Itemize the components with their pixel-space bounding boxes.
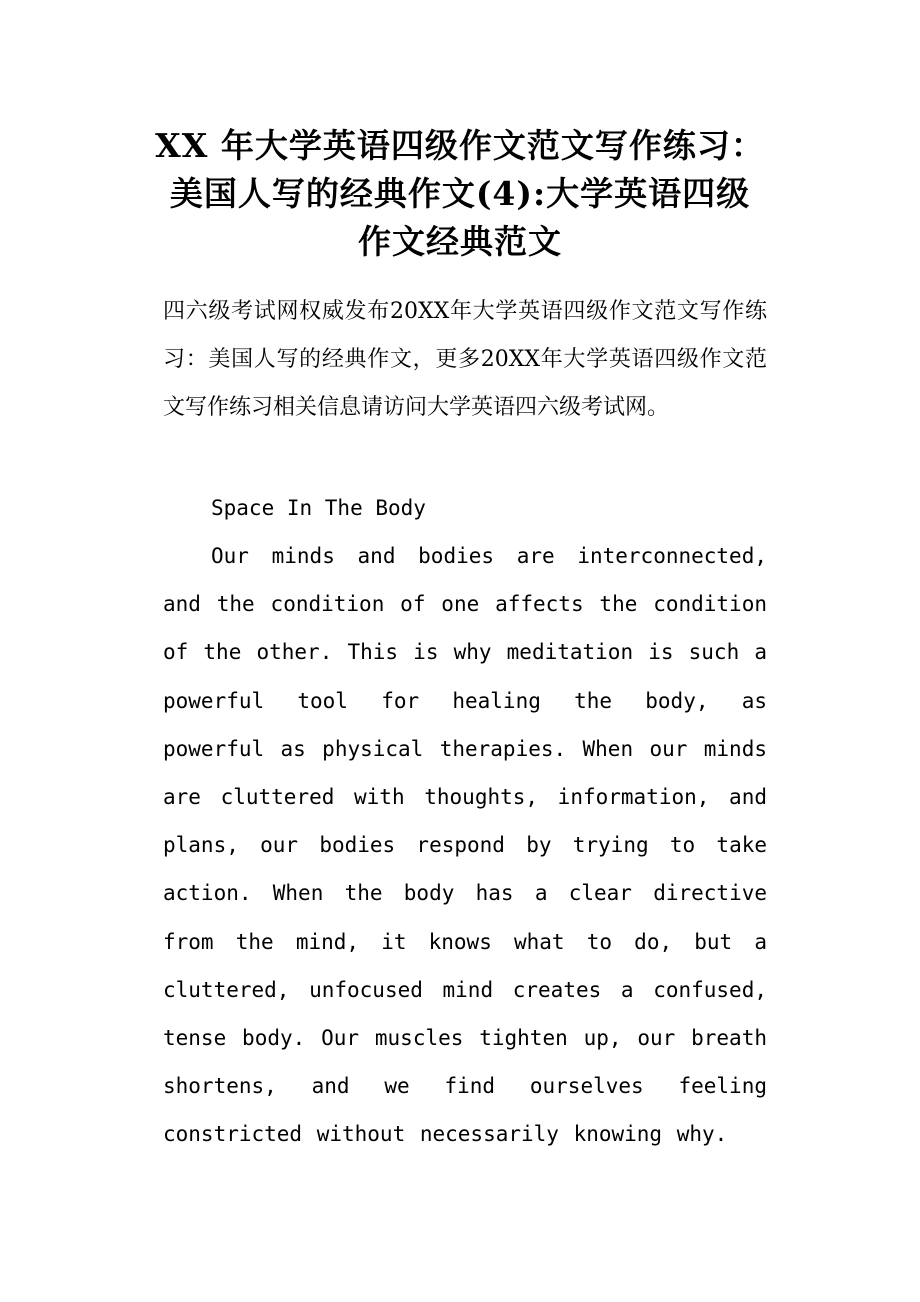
essay-title: Space In The Body bbox=[211, 496, 426, 520]
essay-body: Our minds and bodies are interconnected, and the condition of one affects the condition of the other. This is why meditation is such a powerful tool for healing the body, as powerful as physical therapies. When our minds are cluttered with thoughts, information, and plans, our bodies respond by trying to take action. When the body has a clear directive from the mind, it knows what to do, but a cluttered, unfocused mind creates a confused, tense body. Our muscles tighten up, our breath shortens, and we find ourselves feeling constricted without necessarily knowing why. bbox=[163, 544, 767, 1147]
title-line-3: 作文经典范文 bbox=[358, 222, 562, 261]
intro-paragraph: 四六级考试网权威发布20XX年大学英语四级作文范文写作练习：美国人写的经典作文，更多20XX年大学英语四级作文范文写作练习相关信息请访问大学英语四六级考试网。 bbox=[163, 299, 767, 420]
document-title bbox=[140, 122, 780, 266]
title-line-2: 美国人写的经典作文(4):大学英语四级 bbox=[169, 174, 751, 213]
title-line-1: XX 年大学英语四级作文范文写作练习： bbox=[155, 126, 765, 165]
